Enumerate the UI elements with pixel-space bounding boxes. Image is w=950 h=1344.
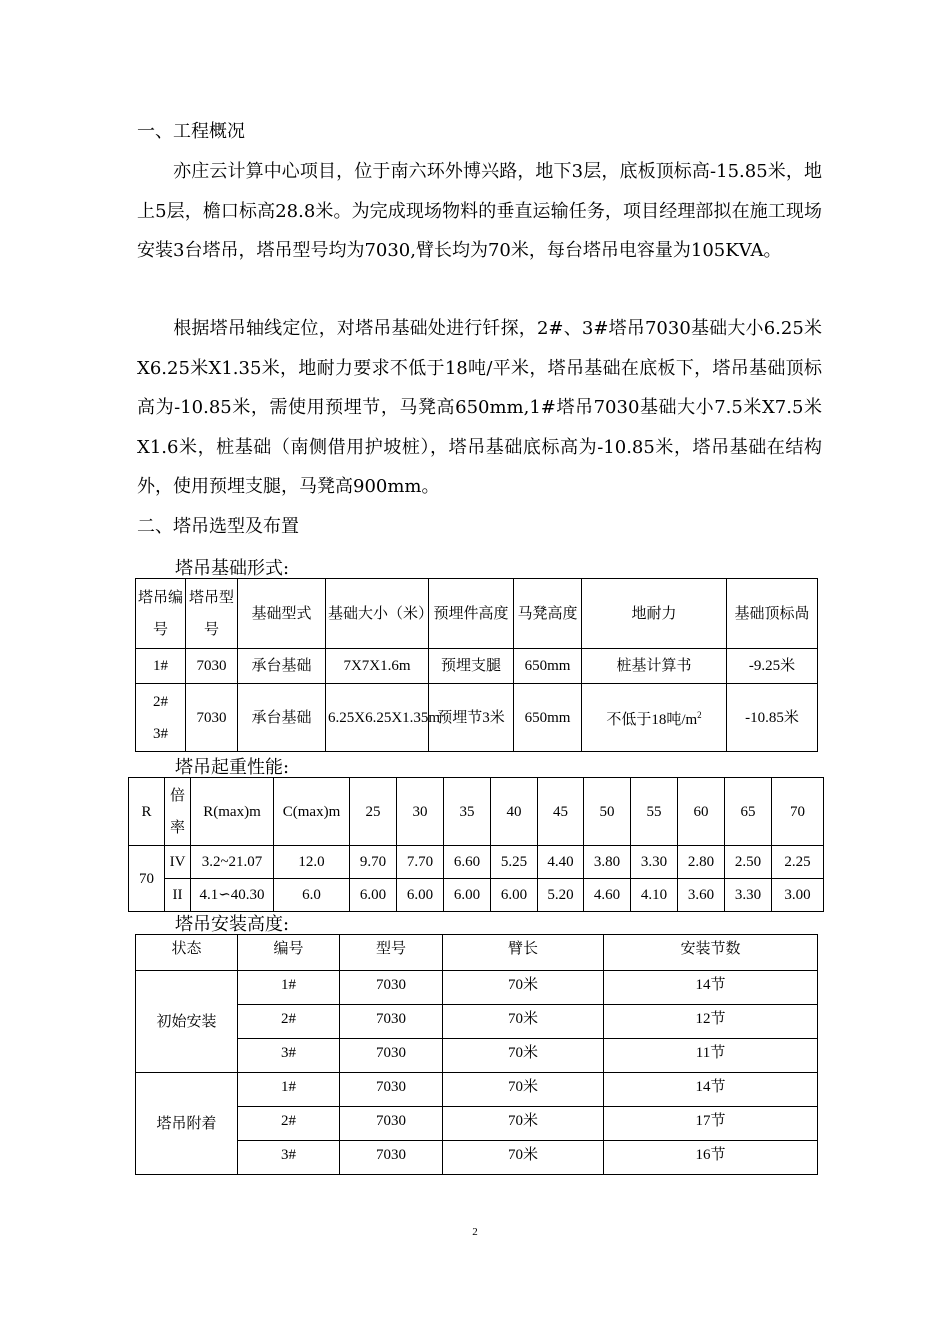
lift-header-row (129, 778, 824, 846)
cell: 650mm (514, 649, 582, 684)
foundation-table (135, 578, 818, 752)
foundation-table-caption: 塔吊基础形式: (175, 558, 290, 579)
cell: 11节 (604, 1039, 818, 1073)
header-cell: 30 (397, 778, 444, 846)
paragraph-foundation (137, 309, 822, 507)
cell: 12.0 (274, 846, 350, 879)
cell: 7X7X1.6m (326, 649, 429, 684)
section-title-overview: 一、工程概况 (137, 121, 245, 142)
cell: -10.85米 (727, 684, 818, 752)
cell: 2.25 (772, 846, 824, 879)
cell: 14节 (604, 1073, 818, 1107)
height-header-row (136, 935, 818, 971)
cell: 2.80 (678, 846, 725, 879)
cell: 3.30 (631, 846, 678, 879)
cell: 预埋支腿 (429, 649, 514, 684)
header-cell: R(max)m (191, 778, 274, 846)
header-cell: R (129, 778, 165, 846)
table-row (136, 1107, 818, 1141)
header-cell: 状态 (136, 935, 238, 971)
cell: 6.00 (350, 879, 397, 912)
table-row (136, 1073, 818, 1107)
cell: 3.30 (725, 879, 772, 912)
cell: 4.40 (538, 846, 584, 879)
cell: 7030 (340, 1073, 443, 1107)
header-cell: 40 (491, 778, 538, 846)
superscript: 2 (697, 710, 702, 720)
cell: 6.00 (397, 879, 444, 912)
header-cell: 65 (725, 778, 772, 846)
cell: 7030 (340, 1005, 443, 1039)
header-cell: 地耐力 (582, 579, 727, 649)
header-cell: 基础大小（米） (326, 579, 429, 649)
header-cell: 塔吊型号 (186, 579, 238, 649)
state-cell: 初始安装 (136, 971, 238, 1073)
foundation-header-row (136, 579, 818, 649)
cell: 3.80 (584, 846, 631, 879)
header-cell: 编号 (238, 935, 340, 971)
paragraph-text: 根据塔吊轴线定位，对塔吊基础处进行钎探，2#、3#塔吊7030基础大小6.25米X6.25米X1.35米，地耐力要求不低于18吨/平米，塔吊基础在底板下，塔吊基础顶标高为-10.85米，需使用预埋节，马凳高650mm,1#塔吊7030基础大小7.5米X7.5米X1.6米，桩基础（南侧借用护坡桩），塔吊基础底标高为-10.85米，塔吊基础在结构外，使用预埋支腿，马凳高900mm。 (137, 318, 822, 498)
table-row (136, 1141, 818, 1175)
cell: 7.70 (397, 846, 444, 879)
cell: 1# (238, 1073, 340, 1107)
table-row (129, 879, 824, 912)
header-cell: 马凳高度 (514, 579, 582, 649)
table-row (136, 684, 818, 752)
cell: 承台基础 (238, 649, 326, 684)
header-cell: 60 (678, 778, 725, 846)
cell: 2.50 (725, 846, 772, 879)
cell: 3.2~21.07 (191, 846, 274, 879)
cell: 6.00 (444, 879, 491, 912)
cell: 2# (238, 1107, 340, 1141)
cell: 承台基础 (238, 684, 326, 752)
cell: 70米 (443, 1141, 604, 1175)
cell (582, 684, 727, 752)
header-cell: 50 (584, 778, 631, 846)
cell: 16节 (604, 1141, 818, 1175)
cell: 4.60 (584, 879, 631, 912)
cell: II (165, 879, 191, 912)
header-cell: 基础型式 (238, 579, 326, 649)
cell: 预埋节3米 (429, 684, 514, 752)
cell: 3# (238, 1141, 340, 1175)
header-cell: 25 (350, 778, 397, 846)
page-number: 2 (472, 1226, 478, 1238)
paragraph-project-overview (137, 152, 822, 271)
cell: 70米 (443, 1005, 604, 1039)
cell: 桩基计算书 (582, 649, 727, 684)
section-title-crane-selection: 二、塔吊选型及布置 (137, 516, 299, 537)
header-cell: 预埋件高度 (429, 579, 514, 649)
lift-table-caption: 塔吊起重性能: (175, 757, 290, 778)
cell: 5.25 (491, 846, 538, 879)
cell: 2# (238, 1005, 340, 1039)
header-cell: 55 (631, 778, 678, 846)
cell: 3# (238, 1039, 340, 1073)
cell: 6.25X6.25X1.35m (326, 684, 429, 752)
cell: 70米 (443, 1073, 604, 1107)
cell: 14节 (604, 971, 818, 1005)
header-cell: 45 (538, 778, 584, 846)
header-cell: 70 (772, 778, 824, 846)
cell: 3.00 (772, 879, 824, 912)
cell: 7030 (340, 971, 443, 1005)
table-row (136, 971, 818, 1005)
cell: 1# (136, 649, 186, 684)
cell: 5.20 (538, 879, 584, 912)
header-cell: 安装节数 (604, 935, 818, 971)
cell: 3.60 (678, 879, 725, 912)
cell: 70米 (443, 971, 604, 1005)
lift-performance-table (128, 777, 824, 912)
cell: 650mm (514, 684, 582, 752)
table-row (136, 649, 818, 684)
cell: 1# (238, 971, 340, 1005)
header-cell: 基础顶标咼 (727, 579, 818, 649)
cell: 70米 (443, 1039, 604, 1073)
header-cell: 倍率 (165, 778, 191, 846)
table-row (129, 846, 824, 879)
cell: 6.0 (274, 879, 350, 912)
r-value-cell: 70 (129, 846, 165, 912)
header-cell: 塔吊编号 (136, 579, 186, 649)
height-table-caption: 塔吊安装高度: (175, 914, 290, 935)
header-cell: 35 (444, 778, 491, 846)
cell: 17节 (604, 1107, 818, 1141)
paragraph-text: 亦庄云计算中心项目，位于南六环外博兴路，地下3层，底板顶标高-15.85米，地上5层，檐口标高28.8米。为完成现场物料的垂直运输任务，项目经理部拟在施工现场安装3台塔吊，塔吊型号均为7030,臂长均为70米，每台塔吊电容量为105KVA。 (137, 161, 822, 262)
cell: 4.1∽40.30 (191, 879, 274, 912)
cell: 6.00 (491, 879, 538, 912)
cell: IV (165, 846, 191, 879)
table-row (136, 1005, 818, 1039)
install-height-table (135, 934, 818, 1175)
cell-text: 不低于18吨/m (606, 712, 698, 728)
cell: 12节 (604, 1005, 818, 1039)
table-row (136, 1039, 818, 1073)
cell: 2# 3# (136, 684, 186, 752)
cell: 70米 (443, 1107, 604, 1141)
header-cell: 臂长 (443, 935, 604, 971)
cell: 7030 (340, 1141, 443, 1175)
cell: 7030 (186, 649, 238, 684)
cell: -9.25米 (727, 649, 818, 684)
cell: 7030 (186, 684, 238, 752)
header-cell: 型号 (340, 935, 443, 971)
state-cell: 塔吊附着 (136, 1073, 238, 1175)
cell: 7030 (340, 1107, 443, 1141)
cell: 4.10 (631, 879, 678, 912)
cell: 6.60 (444, 846, 491, 879)
header-cell: C(max)m (274, 778, 350, 846)
cell: 7030 (340, 1039, 443, 1073)
cell: 9.70 (350, 846, 397, 879)
